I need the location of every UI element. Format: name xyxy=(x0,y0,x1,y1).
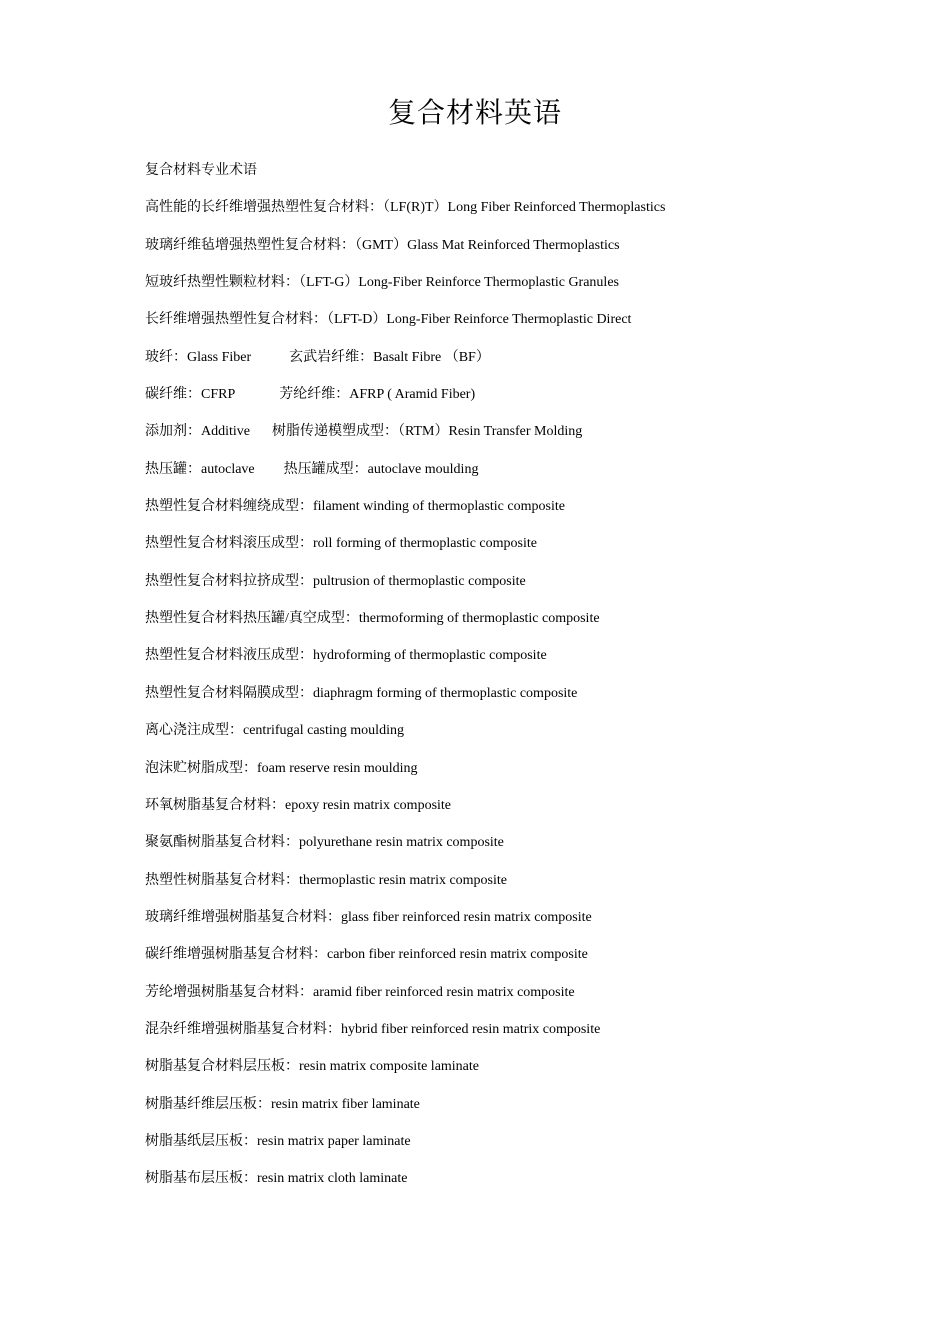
term-line xyxy=(145,419,865,456)
term-line xyxy=(145,1129,865,1166)
term-line xyxy=(145,868,865,905)
term-line xyxy=(145,1166,865,1203)
term-text: 热塑性树脂基复合材料：thermoplastic resin matrix composite xyxy=(145,872,508,888)
term-text: 添加剂：Additive xyxy=(145,424,250,440)
term-text: 芳纶增强树脂基复合材料：aramid fiber reinforced resin matrix composite xyxy=(145,984,575,1000)
term-line xyxy=(145,942,865,979)
term-line xyxy=(145,643,865,680)
term-text: 热压罐：autoclave xyxy=(145,461,255,477)
term-text: 热塑性复合材料滚压成型：roll forming of thermoplastic composite xyxy=(145,536,537,552)
term-line xyxy=(145,905,865,942)
term-line xyxy=(145,681,865,718)
term-text: 玻纤：Glass Fiber xyxy=(145,349,252,365)
term-text: 离心浇注成型：centrifugal casting moulding xyxy=(145,723,404,739)
term-text: 热压罐成型：autoclave moulding xyxy=(283,461,479,477)
term-line xyxy=(145,606,865,643)
term-line xyxy=(145,457,865,494)
term-line xyxy=(145,569,865,606)
term-text: 热塑性复合材料隔膜成型：diaphragm forming of thermoplastic composite xyxy=(145,685,578,701)
term-text: 高性能的长纤维增强热塑性复合材料：（LF(R)T）Long Fiber Reinforced Thermoplastics xyxy=(145,200,666,216)
term-line xyxy=(145,1054,865,1091)
term-text: 碳纤维：CFRP xyxy=(145,387,236,403)
term-line xyxy=(145,830,865,867)
term-line xyxy=(145,531,865,568)
term-text: 热塑性复合材料液压成型：hydroforming of thermoplastic composite xyxy=(145,648,547,664)
term-line xyxy=(145,1092,865,1129)
document-title: 复合材料英语 xyxy=(387,98,562,129)
term-text: 玻璃纤维增强树脂基复合材料：glass fiber reinforced resin matrix composite xyxy=(145,909,592,925)
term-text: 热塑性复合材料缠绕成型：filament winding of thermoplastic composite xyxy=(145,499,565,515)
subtitle: 复合材料专业术语 xyxy=(145,163,257,178)
term-line xyxy=(145,270,865,307)
term-text: 碳纤维增强树脂基复合材料：carbon fiber reinforced resin matrix composite xyxy=(145,947,588,963)
term-text: 混杂纤维增强树脂基复合材料：hybrid fiber reinforced resin matrix composite xyxy=(145,1021,601,1037)
term-text: 环氧树脂基复合材料：epoxy resin matrix composite xyxy=(145,797,452,813)
subtitle-line xyxy=(145,158,865,195)
term-text: 树脂基纸层压板：resin matrix paper laminate xyxy=(145,1133,411,1149)
term-line xyxy=(145,756,865,793)
term-text: 短玻纤热塑性颗粒材料：（LFT-G）Long-Fiber Reinforce Thermoplastic Granules xyxy=(145,275,619,291)
term-line xyxy=(145,233,865,270)
term-line xyxy=(145,307,865,344)
term-text: 热塑性复合材料拉挤成型：pultrusion of thermoplastic composite xyxy=(145,573,526,589)
term-line xyxy=(145,1017,865,1054)
term-list xyxy=(145,158,865,1204)
term-text: 树脂传递模塑成型：（RTM）Resin Transfer Molding xyxy=(272,424,583,440)
term-text: 树脂基复合材料层压板：resin matrix composite laminate xyxy=(145,1059,480,1075)
term-text: 树脂基纤维层压板：resin matrix fiber laminate xyxy=(145,1096,420,1112)
term-line xyxy=(145,718,865,755)
term-line xyxy=(145,494,865,531)
term-text: 芳纶纤维：AFRP ( Aramid Fiber) xyxy=(279,387,476,403)
term-text: 树脂基布层压板：resin matrix cloth laminate xyxy=(145,1171,408,1187)
term-line xyxy=(145,793,865,830)
term-text: 聚氨酯树脂基复合材料：polyurethane resin matrix composite xyxy=(145,835,504,851)
term-line xyxy=(145,195,865,232)
term-line xyxy=(145,980,865,1017)
term-text: 玄武岩纤维：Basalt Fibre （BF） xyxy=(289,349,490,365)
term-text: 泡沫贮树脂成型：foam reserve resin moulding xyxy=(145,760,418,776)
term-line xyxy=(145,382,865,419)
term-text: 热塑性复合材料热压罐/真空成型：thermoforming of thermoplastic composite xyxy=(145,611,600,627)
term-text: 长纤维增强热塑性复合材料：（LFT-D）Long-Fiber Reinforce Thermoplastic Direct xyxy=(145,312,632,328)
term-text: 玻璃纤维毡增强热塑性复合材料：（GMT）Glass Mat Reinforced Thermoplastics xyxy=(145,237,620,253)
term-line xyxy=(145,345,865,382)
